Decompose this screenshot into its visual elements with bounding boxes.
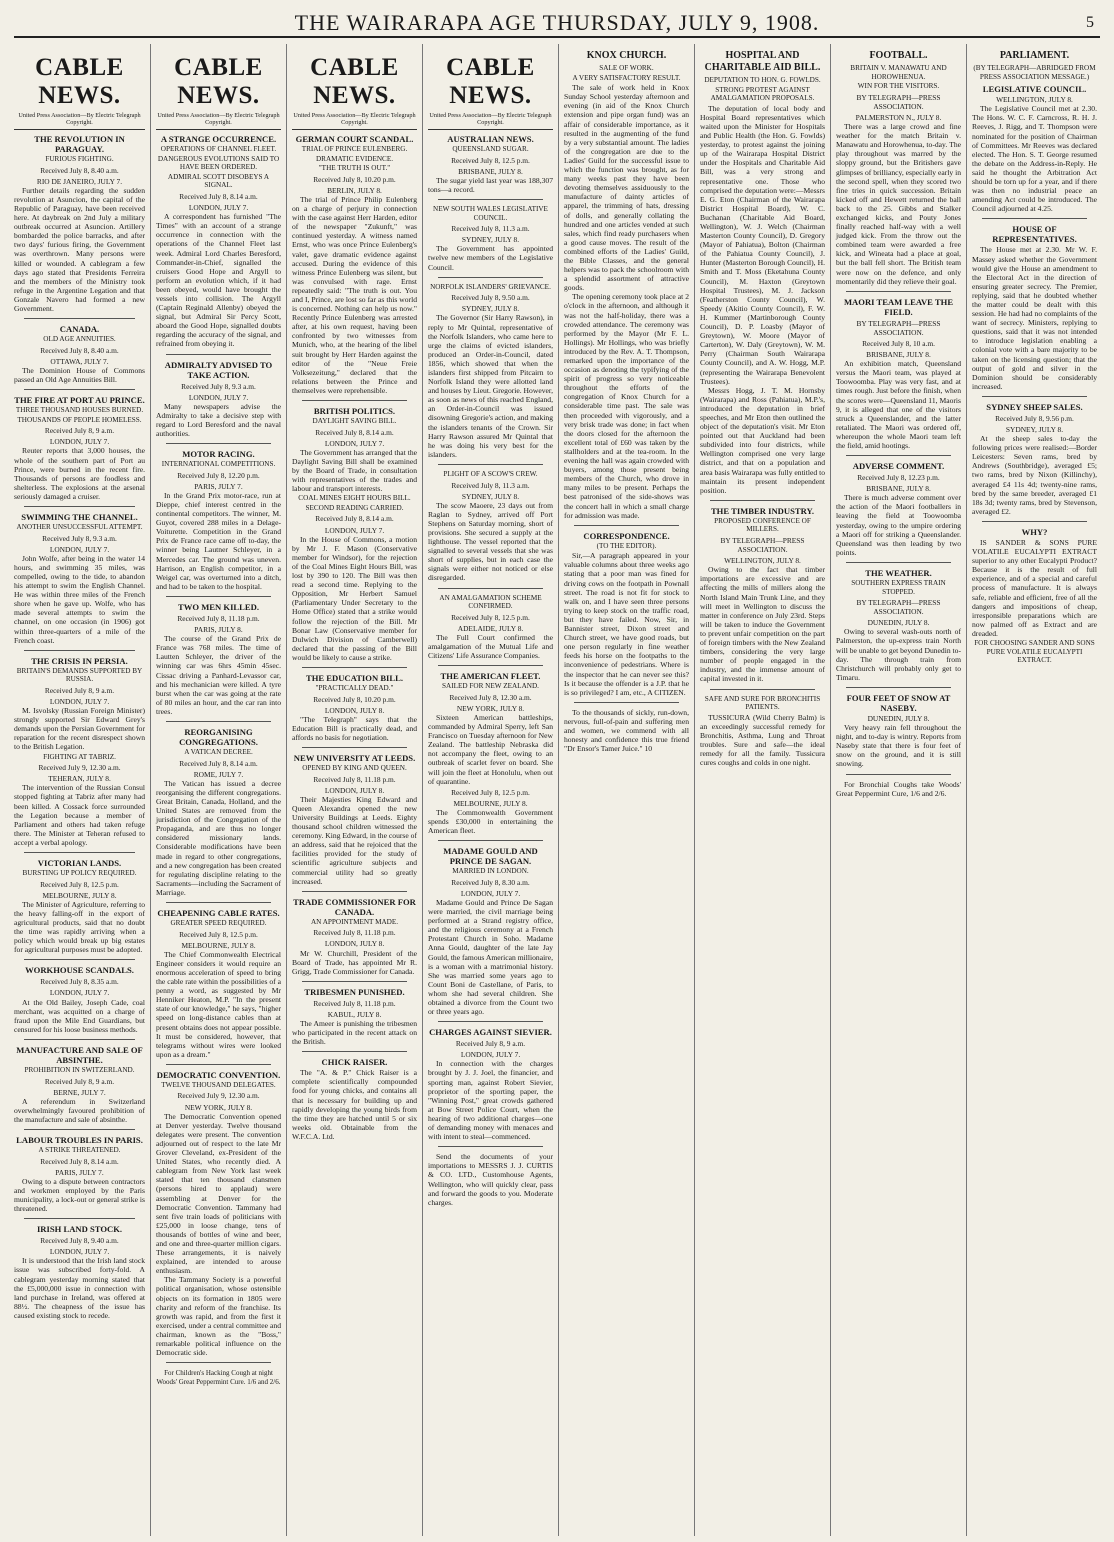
article-body: The Legislative Council met at 2.30. The Hons. W. C. F. Carncross, R. H. J. Reeves, J. Rigg, and T. Thompson were nominated for the position of Chairman of Committees. Mr Reeves was declared elected. The Hon. S. T. George resumed the debate on the Address-in-Reply. He said he thought the Arbitration Act should be torn up for a year, and if there was then no industrial peace an amending Act could be introduced. The Council adjourned at 4.25.	[972, 104, 1097, 214]
article-body: Madame Gould and Prince De Sagan were married, the civil marriage being performed at a Strand registry office, and the religious ceremony at a French Protestant Church in Soho. Madame Anna Gould, daughter of the late Jay Gould, the famous American millionaire, is a woman with a matrimonial history. She was married some years ago to Count Boni de Castellane, of Paris, to whom she had several children. She obtained a divorce from the Count two or three years ago.	[428, 897, 553, 1017]
article-body: The Dominion House of Commons passed an Old Age Annuities Bill.	[14, 365, 145, 384]
article-body: A referendum in Switzerland overwhelmingly favoured prohibition of the manufacture and sale of absinthe.	[14, 1096, 145, 1124]
article-deck: THOUSANDS OF PEOPLE HOMELESS.	[17, 415, 142, 424]
received-line: Received July 8, 11.18 p.m.	[313, 774, 396, 784]
advertisement: The "A. & P." Chick Raiser is a complete scientifically compounded food for young chicks, and contains all that is necessary for building up and rapidly developing the young birds from the time they are hatched until 5 or six weeks old. Obtainable from the W.F.C.A. Ltd.	[292, 1068, 417, 1141]
place-line: MELBOURNE, JULY 8.	[181, 940, 256, 950]
article-deck: PROHIBITION IN SWITZERLAND.	[24, 1065, 135, 1074]
article-title: CORRESPONDENCE.	[583, 530, 670, 541]
article-title: NEW UNIVERSITY AT LEEDS.	[293, 753, 416, 764]
credit-line: United Press Association—By Electric Telegraph Copyright.	[14, 112, 145, 130]
article-title: PARLIAMENT.	[999, 50, 1070, 61]
article-body: The deputation of local body and Hospital Board representatives which waited upon the Minister for Hospitals and Public Health (the Hon. G. Fowlds) yesterday, to protest against the joining up of the Wairarapa Hospital District under the Hospitals and Charitable Aid Bill, was a very strong and representative one. Those who comprised the deputation were:—Messrs E. G. Eton (Chairman of the Wairarapa District Hospital Board), W. C. Buchanan (Charitable Aid Board, Wellington), W. J. Welch (Chairman Masterton County Council), D. Gregory (Mayor of Pahiatua), Bolton (Chairman of the Pahiatua County Council), J. Hunter (Masterton Borough Council), H. Smith and T. Moss (Eketahuna County Council), M. Haxton (Greytown Hospital Trustees), M. J. Jackson (Featherston County Council), W. Speedy (Akitio County Council), F. W. H. Kummer (Martinborough County Council), D. P. Loasby (Mayor of Greytown), W. Moore (Mayor of Carterton), W. Daly (Greytown), W. M. Perry (Chairman South Wairarapa County Council), and A. W. Hogg, M.P. (representing the Wairarapa Benevolent Trustees).	[700, 103, 825, 386]
article-body: The scow Maoere, 23 days out from Raglan to Sydney, arrived off Port Stephens on Saturday morning, short of provisions. She secured a supply at the lighthouse. The vessel reported that the signalled to several vessels that she was short of supplies, but in each case the signals were either not noticed or else disregarded.	[428, 500, 553, 583]
place-line: PALMERSTON N., JULY 8.	[855, 112, 942, 122]
article-title: MADAME GOULD AND PRINCE DE SAGAN.	[443, 846, 538, 867]
divider	[24, 959, 135, 960]
place-line: WELLINGTON, JULY 8.	[996, 95, 1073, 105]
received-line: Received July 8, 8.14 a.m.	[40, 1156, 119, 1166]
article-body: Reuter reports that 3,000 houses, the whole of the southern part of Port au Prince, were burned in the recent fire. Thousands of persons are foodless and shelterless. The explosions at the arsenal seriously damaged a cruiser.	[14, 446, 145, 501]
article-body: In the Grand Prix motor-race, run at Dieppe, chief interest centred in the continental competitors. The winner, M. Guyot, covered 288 miles in a Delage-Voiturette. Competition in the Grand Prix de France race came off to-day, the winner being Lautner Schleyer, in a Mercedes car. The ground was uneven. Harrison, an English competitor, in a Weigel car, was overturned into a ditch, and had to be taken to the hospital.	[156, 490, 281, 591]
received-line: Received July 8, 9.3 a.m.	[42, 533, 117, 543]
article-title: THE WEATHER.	[865, 567, 932, 578]
article-title: THE FIRE AT PORT AU PRINCE.	[14, 395, 145, 406]
article-title: IRISH LAND STOCK.	[36, 1224, 123, 1235]
article-body: The House met at 2.30. Mr W. F. Massey asked whether the Government would give the House an amendment to the Electoral Act in the direction of ensuring greater secrecy. The Premier, replying, said that he doubted whether the matter could be dealt with this session. He had had no complaints of the want of secrecy. Ministers, replying to questions, said that it was not intended to introduce legislation enabling a colonial vote with a bare majority to be taken on the licensing question; that the output of gold and silver in the Dominion should be considerably increased.	[972, 245, 1097, 391]
article-body: The opening ceremony took place at 2 o'clock in the afternoon, and although it was not the half-holiday, there was a crowded attendance. The ceremony was performed by the Mayor (Mr F. L. Hollings). Mr Hollings, who was briefly introduced by the Rev. A. T. Thompson, remarked upon the importance of the occasion as denoting the typifying of the spirit of progress so very noticeable throughout the efforts of the congregation of Knox Church for a considerable time past. The sale was then proceeded with vigorously, and a very brisk trade was done; in fact when the doors closed for the afternoon the excellent total of £60 was taken by the stallholders and at the tea-room. In the evening the hall was again crowded with buyers, among those present being members of the Church, who drove in many miles to be present. Perhaps the best patronised of the side-shows was the concert hall in which a small charge for admission was made.	[564, 292, 689, 520]
place-line: SYDNEY, JULY 8.	[461, 235, 520, 245]
credit-line: BY TELEGRAPH—PRESS ASSOCIATION.	[856, 318, 941, 337]
column-3	[286, 44, 422, 1536]
divider	[302, 1051, 407, 1052]
article-deck: DANGEROUS EVOLUTIONS SAID TO HAVE BEEN ORDERED.	[157, 154, 280, 172]
received-line: Received July 8, 10.20 p.m.	[313, 174, 396, 184]
article-title: THE AMERICAN FLEET.	[440, 671, 541, 682]
divider	[982, 521, 1087, 522]
received-line: Received July 8, 8.14 a.m.	[315, 514, 394, 524]
received-line: Received July 9, 12.30 a.m.	[38, 763, 121, 773]
article-body: It is understood that the Irish land stock issue was subscribed forty-fold. A cablegram yesterday morning stated that the £5,000,000 issue in connection with land purchase in Ireland, was offered at 88½. The cheapness of the issue has caused existing stock to recede.	[14, 1256, 145, 1320]
received-line: Received July 8, 11.3 a.m.	[451, 480, 530, 490]
place-line: BRISBANE, JULY 8.	[458, 166, 523, 176]
article-body: The Commonwealth Government spends £30,000 in entertaining the American fleet.	[428, 807, 553, 836]
divider	[302, 667, 407, 668]
divider	[166, 596, 271, 597]
received-line: Received July 8, 9.56 p.m.	[995, 413, 1074, 423]
article-deck: MARRIED IN LONDON.	[452, 867, 529, 876]
article-title: CANADA.	[59, 324, 100, 335]
place-line: OTTAWA, JULY 7.	[50, 356, 109, 366]
article-title: MOTOR RACING.	[182, 449, 255, 460]
place-line: LONDON, JULY 8.	[324, 785, 385, 795]
place-line: BRISBANE, JULY 8.	[866, 350, 931, 360]
divider	[24, 506, 135, 507]
place-line: WELLINGTON, JULY 8.	[724, 556, 801, 566]
article-title: ADVERSE COMMENT.	[852, 461, 945, 472]
place-line: LONDON, JULY 7.	[460, 1050, 521, 1060]
divider	[438, 277, 543, 278]
received-line: Received July 8, 12.5 p.m.	[451, 612, 530, 622]
article-title: CHEAPENING CABLE RATES.	[157, 907, 280, 918]
received-line: Received July 8, 8.14 a.m.	[179, 191, 258, 201]
credit-line: BY TELEGRAPH—PRESS ASSOCIATION.	[720, 536, 805, 555]
place-line: MELBOURNE, JULY 8.	[453, 798, 528, 808]
advertisement: IS SANDER & SONS PURE VOLATILE EUCALYPTI EXTRACT superior to any other Eucalypti Product? Because it is the result of full experience, and of a special and careful process of manufacture. It is always safe, reliable and efficient, free of all the dangers and impositions of cheap, irresponsible preparations which are now palmed off as Extract and are dreaded.	[972, 537, 1097, 638]
place-line: LONDON, JULY 7.	[49, 437, 110, 447]
article-body: Mr W. Churchill, President of the Board of Trade, has appointed Mr R. Grigg, Trade Commissioner for Canada.	[292, 948, 417, 976]
article-deck: TWELVE THOUSAND DELEGATES.	[161, 1080, 276, 1089]
place-line: LONDON, JULY 7.	[49, 544, 110, 554]
credit-line: United Press Association—By Electric Telegraph Copyright.	[156, 112, 281, 130]
article-deck: BURSTING UP POLICY REQUIRED.	[22, 869, 137, 877]
article-body: The Democratic Convention opened at Denver yesterday. Twelve thousand delegates were present. The convention adjourned out of respect to the late Mr Grover Cleveland, ex-President of the United States, who recently died. A cablegram from New York last week stated that ten thousand clansmen (persons hired to applaud) were assembling at Denver for the Democratic Convention. Tammany had sent five train loads of politicians with £25,000 in loose change, tens of thousands of bottles of wine and beer, and one and three-quarter million cigars. These arrangements, it is naively explained, are intended to arouse enthusiasm.	[156, 1111, 281, 1276]
divider	[302, 891, 407, 892]
article-deck: NEW SOUTH WALES LEGISLATIVE COUNCIL.	[433, 204, 548, 222]
article-body: Very heavy rain fell throughout the night, and to-day is wintry. Reports from Naseby state that there is four feet of snow on the ground, and it is still snowing.	[836, 723, 961, 769]
article-deck: PLIGHT OF A SCOW'S CREW.	[443, 469, 538, 478]
article-title: CHARGES AGAINST SIEVIER.	[429, 1027, 552, 1038]
divider	[302, 981, 407, 982]
article-body: Messrs Hogg, J. T. M. Hornsby (Wairarapa) and Ross (Pahiatua), M.P.'s, introduced the deputation in brief speeches, and Mr Eton then outlined the object of the deputation's visit. Mr Eton pointed out that Auckland had been subdivided into four districts, while Wellington comprised one very large district, and that on a population and area basis Wairarapa was fully entitled to maintain its present independent position.	[700, 385, 825, 495]
place-line: PARIS, JULY 7.	[194, 481, 243, 491]
article-deck: LEGISLATIVE COUNCIL.	[982, 84, 1087, 95]
advertisement-footer: FOR CHOOSING SANDER AND SONS PURE VOLATILE EUCALYPTI EXTRACT.	[974, 638, 1095, 665]
article-title: THE CRISIS IN PERSIA.	[31, 655, 128, 666]
place-line: RIO DE JANEIRO, JULY 7.	[36, 176, 123, 186]
article-deck: ADMIRAL SCOTT DISOBEYS A SIGNAL.	[167, 172, 270, 190]
article-body: The Tammany Society is a powerful political organisation, whose ostensible objects on its formation in 1805 were charity and reform of the franchise. Its growth was rapid, and from the first it exercised, under a central committee and chairman, known as the "Boss," remarkable political influence on the Democratic side.	[156, 1275, 281, 1358]
place-line: BERLIN, JULY 8.	[327, 185, 382, 195]
place-line: NEW YORK, JULY 8.	[184, 1102, 253, 1112]
received-line: Received July 8, 9 a.m.	[44, 426, 115, 436]
received-line: Received July 8, 9 a.m.	[44, 685, 115, 695]
received-line: Received July 8, 11.18 p.m.	[313, 998, 396, 1008]
article-deck: AN APPOINTMENT MADE.	[310, 917, 399, 926]
divider	[24, 318, 135, 319]
divider	[438, 1021, 543, 1022]
article-title: BRITISH POLITICS.	[313, 406, 396, 417]
divider	[24, 650, 135, 651]
received-line: Received July 8, 12.20 p.m.	[177, 470, 260, 480]
received-line: Received July 8, 9.40 a.m.	[40, 1236, 119, 1246]
article-deck: AN AMALGAMATION SCHEME CONFIRMED.	[439, 593, 542, 611]
masthead	[14, 6, 1100, 38]
received-line: Received July 8, 8.40 a.m.	[40, 165, 119, 175]
divider	[24, 1129, 135, 1130]
article-body: At the Old Bailey, Joseph Cade, coal merchant, was acquitted on a charge of fraud upon the Mile End Guardians, but censured for his loose business methods.	[14, 997, 145, 1034]
article-deck: QUEENSLAND SUGAR.	[452, 145, 529, 153]
advertisement-title: SAFE AND SURE FOR BRONCHITIS PATIENTS.	[704, 694, 821, 712]
article-deck: "THE TRUTH IS OUT."	[318, 164, 391, 173]
article-body: Sixteen American battleships, commanded by Admiral Sperry, left San Francisco on Tuesday afternoon for New Zealand. The battleship Nebraska did not accompany the fleet, owing to an outbreak of scarlet fever on board. She will join the fleet at Honolulu, when out of quarantine.	[428, 712, 553, 786]
page-number: 5	[1086, 14, 1094, 31]
article-body: The course of the Grand Prix de France was 768 miles. The time of Lautten Schleyer, the driver of the winning car was 6hrs 45min 45sec. Cissac driving a Panhard-Levassor car, and his mechanician were killed. A tyre burst when the car was going at the rate of 80 miles an hour, and the car ran into trees.	[156, 634, 281, 716]
article-deck: BRITAIN V. MANAWATU AND HOROWHENUA.	[850, 64, 947, 81]
divider	[24, 389, 135, 390]
article-title: VICTORIAN LANDS.	[37, 858, 122, 868]
divider	[982, 396, 1087, 397]
column-6	[694, 44, 830, 1536]
place-line: LONDON, JULY 7.	[188, 203, 249, 213]
advertisement: To the thousands of sickly, run-down, nervous, full-of-pain and suffering men and women, we commend with all honesty and confidence this true friend "Dr Ensor's Tamer Juice." 10	[564, 707, 689, 754]
article-body: The sale of work held in Knox Sunday School yesterday afternoon and evening (in aid of the Knox Church extension and pipe organ fund) was an affair of considerable importance, as it resulted in the augmenting of the fund by a very substantial amount. The ladies of the congregation are due to the Ladies' Guild for the successful issue to which the function was brought, as for many weeks past they have been devoting themselves assiduously to the manufacture of dainty articles of apparel, the trimming of hats, dressing of dolls, and generally collating the hundred and one articles vended at such sales, which find ready purchasers when a good cause moves. The result of the combined efforts of the Ladies' Guild, the Bible Classes, and the general helpers was to pack the schoolroom with a splendid assortment of attractive goods.	[564, 83, 689, 293]
received-line: Received July 9, 12.30 a.m.	[177, 1091, 260, 1101]
article-deck: "PRACTICALLY DEAD."	[315, 683, 394, 692]
columns	[14, 44, 1102, 1536]
divider	[438, 199, 543, 200]
article-title: DEMOCRATIC CONVENTION.	[156, 1069, 281, 1080]
divider	[302, 400, 407, 401]
received-line: Received July 8, 11.3 a.m.	[451, 224, 530, 234]
advertisement-title: WHY?	[1021, 526, 1048, 537]
place-line: DUNEDIN, JULY 8.	[867, 618, 930, 628]
place-line: LONDON, JULY 8.	[324, 705, 385, 715]
advertisement: Send the documents of your importations to MESSRS J. J. CURTIS & CO. LTD., Customhouse Agents, Wellington, who will quickly clear, pass and forward the goods to you. Moderate charges.	[428, 1152, 553, 1207]
article-title: MANUFACTURE AND SALE OF ABSINTHE.	[16, 1044, 143, 1065]
article-deck: DEPUTATION TO HON. G. FOWLDS.	[704, 76, 821, 84]
article-deck: SALE OF WORK.	[599, 64, 654, 72]
place-line: LONDON, JULY 7.	[49, 697, 110, 706]
article-title: HOSPITAL AND CHARITABLE AID BILL.	[704, 50, 821, 73]
advertisement: TUSSICURA (Wild Cherry Balm) is an exceedingly successful remedy for Bronchitis, Asthma, Lung and Throat troubles. Sure and safe—the ideal remedy for all the family. Tussicura cures coughs and colds in one night.	[700, 712, 825, 768]
article-body: Their Majesties King Edward and Queen Alexandra opened the new University Buildings at Leeds. Eighty thousand school children witnessed the ceremony. King Edward, in the course of an address, said that he rejoiced that the facilities provided for the study of scientific agriculture subjects and commercial utility had so greatly increased.	[292, 794, 417, 886]
article-title: KNOX CHURCH.	[586, 50, 667, 61]
article-body: The sugar yield last year was 188,307 tons—a record.	[428, 175, 553, 194]
place-line: LONDON, JULY 8.	[324, 939, 385, 949]
advertisement: For Bronchial Coughs take Woods' Great Peppermint Cure, 1/6 and 2/6.	[836, 779, 961, 798]
article-deck: FIGHTING AT TABRIZ.	[43, 752, 116, 761]
place-line: PARIS, JULY 7.	[55, 1167, 104, 1177]
article-deck: BRITAIN'S DEMANDS SUPPORTED BY RUSSIA.	[16, 666, 143, 684]
divider	[846, 291, 951, 292]
article-deck: A VERY SATISFACTORY RESULT.	[572, 73, 681, 82]
article-deck: SAILED FOR NEW ZEALAND.	[442, 682, 539, 691]
article-body: "The Telegraph" says that the Education Bill is practically dead, and affords no basis for negotiation.	[292, 714, 417, 742]
divider	[438, 665, 543, 666]
article-title: HOUSE OF REPRESENTATIVES.	[992, 224, 1077, 245]
article-deck: PROPOSED CONFERENCE OF MILLERS.	[714, 516, 811, 534]
divider	[438, 588, 543, 589]
received-line: Received July 8, 8.14 a.m.	[315, 427, 394, 437]
place-line: MELBOURNE, JULY 8.	[42, 890, 117, 900]
article-deck: (TO THE EDITOR).	[596, 541, 657, 550]
article-title: REORGANISING CONGREGATIONS.	[179, 726, 258, 747]
article-deck: STRONG PROTEST AGAINST AMALGAMATION PROPOSALS.	[710, 85, 815, 103]
place-line: SYDNEY, JULY 8.	[461, 304, 520, 314]
article-title: GERMAN COURT SCANDAL.	[295, 134, 414, 144]
article-title: THE TIMBER INDUSTRY.	[710, 505, 815, 516]
article-body: Sir,—A paragraph appeared in your valuable columns about three weeks ago stating that a poor man was fined for driving cows on the footpath in Pownall street. The road is not fit for stock to walk on, and I have seen three persons trying to keep stock on the traffic road, but they have failed. Now, Sir, in Bannister street, Dixon street and Church street, we have good roads, but one person regularly in fine weather feeds his horse on the footpaths to the inconvenience of pedestrians. Where is the inspector that he can never see this? Is it because the offender is a J.P. that he is so privileged? I am, etc., A CITIZEN.	[564, 551, 689, 697]
advertisement: For Children's Hacking Cough at night Woods' Great Peppermint Cure. 1/6 and 2/6.	[156, 1369, 281, 1387]
advertisement-title: CHICK RAISER.	[321, 1057, 388, 1068]
received-line: Received July 8, 8.30 a.m.	[451, 877, 530, 887]
place-line: LONDON, JULY 7.	[324, 438, 385, 448]
article-title: WORKHOUSE SCANDALS.	[25, 965, 134, 976]
article-deck: COAL MINES EIGHT HOURS BILL.	[298, 494, 411, 503]
credit-line: (BY TELEGRAPH—ABRIDGED FROM PRESS ASSOCIATION MESSAGE.)	[973, 64, 1096, 81]
article-body: The Government has arranged that the Daylight Saving Bill shall be examined by the Board of Trade, in consultation with representatives of the trades and labour and transport interests.	[292, 447, 417, 494]
article-body: M. Isvolsky (Russian Foreign Minister) strongly supported Sir Edward Grey's demands upon the Persian Government for reparation for the recent disrespect shown to the British Legation.	[14, 706, 145, 752]
received-line: Received July 8, 12.30 a.m.	[449, 692, 532, 702]
received-line: Received July 8, 9 a.m.	[44, 1076, 115, 1086]
place-line: DUNEDIN, JULY 8.	[867, 713, 930, 723]
received-line: Received July 8, 8.14 a.m.	[179, 758, 258, 768]
article-deck: GREATER SPEED REQUIRED.	[170, 918, 267, 927]
article-title: TRIBESMEN PUNISHED.	[304, 986, 405, 997]
divider	[846, 562, 951, 563]
received-line: Received July 8, 10.20 p.m.	[313, 694, 396, 704]
article-deck: OPENED BY KING AND QUEEN.	[302, 764, 407, 773]
article-body: Further details regarding the sudden revolution at Asuncion, the capital of the Republic of Paraguay, have been received here. At daybreak on 2nd July a military outbreak occurred at Asuncion. Artillery bombarded the police barracks, and after two days' furious firing, the Government was overthrown. Many persons were killed or wounded. A cablegram a few days ago stated that Presidents Ferreira and the members of the Ministry took refuge in the Argentine Legation and that Gonzale Navero had formed a new Government.	[14, 185, 145, 313]
article-title: THE EDUCATION BILL.	[305, 672, 404, 683]
column-5	[558, 44, 694, 1536]
article-body: Owing to several wash-outs north of Palmerston, the up-express train North will be unable to get beyond Dunedin to-day. The through train from Christchurch will probably only get to Timaru.	[836, 627, 961, 682]
section-heading: CABLE NEWS.	[310, 54, 399, 109]
place-line: LONDON, JULY 7.	[49, 1247, 110, 1257]
article-body: The intervention of the Russian Consul stopped fighting at Tabriz after many had been killed. A Cossack force surrounded the Legation because a member of Parliament and others had taken refuge there. The Minister at Teheran refused to accept a verbal apology.	[14, 783, 145, 847]
divider	[166, 354, 271, 355]
article-deck: OPERATIONS OF CHANNEL FLEET.	[160, 145, 277, 153]
divider	[166, 721, 271, 722]
article-deck: DAYLIGHT SAVING BILL.	[312, 417, 397, 426]
section-heading: CABLE NEWS.	[35, 54, 124, 109]
place-line: SYDNEY, JULY 8.	[1005, 425, 1064, 434]
article-title: SWIMMING THE CHANNEL.	[21, 512, 138, 522]
divider	[710, 500, 815, 501]
article-title: ADMIRALTY ADVISED TO TAKE ACTION.	[164, 359, 273, 380]
article-body: An exhibition match, Queensland versus the Maori team, was played at Toowoomba. Play was very fast, and at times rough. Just before the finish, when the scores were—Queensland 11, Maoris 9, it is alleged that one of the visitors struck a Queenslander, and the latter retaliated. The Maori was ordered off, whereupon the whole Maori team left the field, amid hootings.	[836, 359, 961, 450]
divider	[846, 455, 951, 456]
divider	[438, 464, 543, 465]
article-body: The Vatican has issued a decree reorganising the different congregations. Great Britain, Canada, Holland, and the United States are removed from the jurisdiction of the Congregation of the Propaganda, and are thus no longer considered missionary lands. Considerable modifications have been made in regard to other congregations, and a new congregation has been created for regulating discipline relating to the Sacraments—including the Sacrament of Marriage.	[156, 778, 281, 897]
place-line: LONDON, JULY 7.	[49, 988, 110, 998]
article-body: The Ameer is punishing the tribesmen who participated in the recent attack on the British.	[292, 1019, 417, 1047]
article-deck: NORFOLK ISLANDERS' GRIEVANCE.	[430, 282, 551, 291]
divider	[846, 687, 951, 688]
article-title: A STRANGE OCCURRENCE.	[160, 134, 277, 144]
place-line: NEW YORK, JULY 8.	[456, 703, 525, 713]
credit-line: United Press Association—By Electric Telegraph Copyright.	[428, 112, 553, 130]
place-line: ROME, JULY 7.	[193, 769, 244, 779]
divider	[574, 525, 679, 526]
article-title: THE REVOLUTION IN PARAGUAY.	[34, 134, 125, 154]
received-line: Received July 8, 12.5 p.m.	[40, 879, 119, 889]
column-4	[422, 44, 558, 1536]
credit-line: BY TELEGRAPH—PRESS ASSOCIATION.	[856, 598, 941, 617]
article-body: In connection with the charges brought by J. J. Joel, the financier, and sporting man, against Robert Sievier, proprietor of the sporting paper, the "Winning Post," great crowds gathered at Bow Street Police Court, when the hearing of two additional charges—one of demanding money with menaces and with intent to steal—commenced.	[428, 1059, 553, 1142]
article-body: The Minister of Agriculture, referring to the heavy falling-off in the export of agricultural products, said that no doubt the time was rapidly arriving when a policy which would break up big estates for agricultural purposes must be adopted.	[14, 899, 145, 955]
article-body: John Wolfe, after being in the water 14 hours, and swimming 35 miles, was compelled, owing to the tide, to abandon his attempt to swim the English Channel. He was within three miles of the French shore when he gave up. Wolfe, who has made several attempts to swim the channel, on one occasion (in 1906) got within three-quarters of a mile of the French coast.	[14, 553, 145, 645]
received-line: Received July 8, 12.23 p.m.	[857, 473, 940, 483]
article-title: SYDNEY SHEEP SALES.	[986, 401, 1083, 412]
article-body: At the sheep sales to-day the following prices were realised:—Border Leicesters: Seven rams, bred by Andrews (Southbridge), averaged £5; two rams, bred by Nixon (Killinchy), averaged £4 11s 4d; twenty-nine rams, bred by the same breeder, averaged £1 18s 3d; twenty rams, bred by Stevenson, averaged £2.	[972, 434, 1097, 516]
section-heading: CABLE NEWS.	[174, 54, 263, 109]
article-deck: SECOND READING CARRIED.	[305, 503, 404, 512]
received-line: Received July 8, 10 a.m.	[862, 338, 935, 348]
place-line: PARIS, JULY 8.	[194, 625, 243, 635]
place-line: LONDON, JULY 7.	[324, 525, 385, 535]
article-deck: INTERNATIONAL COMPETITIONS.	[161, 460, 276, 469]
column-7	[830, 44, 966, 1536]
divider	[982, 218, 1087, 219]
divider	[24, 1218, 135, 1219]
place-line: SYDNEY, JULY 8.	[461, 491, 520, 501]
article-body: The Chief Commonwealth Electrical Engineer considers it would require an enormous acceleration of speed to bring the cable rate within the possibilities of a penny a word, as suggested by Mr Henniker Heaton, M.P. "In the present state of our knowledge," he says, "higher speed on long-distance cables than at present obtains does not appear possible. It must be considered, however, that telegrams without wires were looked upon as a dream."	[156, 949, 281, 1059]
column-2	[150, 44, 286, 1536]
received-line: Received July 8, 8.40 a.m.	[40, 345, 119, 355]
divider	[166, 443, 271, 444]
article-body: The Governor (Sir Harry Rawson), in reply to Mr Quintal, representative of the Norfolk Islanders, who came here to urge the claims of evicted islanders, produced an Order-in-Council, dated 1856, which showed that when the islanders first shipped from Pitcairn to Norfolk Island they were allotted land and houses by Lieut. Gregorie. However, as soon as news of this reached England, an Order-in-Council was issued disowning Gregorie's action, and making the islanders tenants of the Crown. Sir Harry Rawson assured Mr Quintal that he was doing his very best for the islanders.	[428, 313, 553, 459]
place-line: KABUL, JULY 8.	[327, 1009, 382, 1019]
divider	[166, 1064, 271, 1065]
article-body: The Government has appointed twelve new members of the Legislative Council.	[428, 244, 553, 272]
received-line: Received July 8, 9 a.m.	[455, 1039, 526, 1049]
article-deck: ANOTHER UNSUCCESSFUL ATTEMPT.	[16, 523, 143, 531]
article-title: TRADE COMMISSIONER FOR CANADA.	[293, 896, 416, 917]
received-line: Received July 8, 11.18 p.m.	[313, 928, 396, 938]
article-body: A correspondent has furnished "The Times" with an account of a strange occurrence in connection with the operations of the Channel Fleet last week. Admiral Lord Charles Beresford, Commander-in-Chief, signalled the cruisers Good Hope and Argyll to perform an evolution which, if it had been obeyed, would have brought the vessels into collision. The Argyll (Captain Reginald Allenby) obeyed the signal, but Admiral Sir Percy Scott, aboard the Good Hope, signalled doubts regarding the accuracy of the signal, and refrained from obeying it.	[156, 212, 281, 349]
article-deck: SOUTHERN EXPRESS TRAIN STOPPED.	[851, 578, 946, 596]
article-body: The trial of Prince Philip Eulenberg on a charge of perjury in connection with the case against Herr Harden, editor of the newspaper "Zukunft," was continued yesterday. A witness named Ernst, who was once Prince Eulenberg's valet, gave dramatic evidence against accused. During the evidence of this witness Prince Eulenberg was silent, but was convulsed with rage. Ernst repeatedly said: "The truth is out. You and I, Prince, are lost so far as this world is concerned. Nothing can help us now." Recently Prince Eulenberg was arrested after, at his own request, having been confronted by two witnesses from Munich, who, at the hearing of the libel suit brought by Herr Harden against the editor of the "Neue Freie Volksezeitung," declared that the relations between the Prince and themselves were reprehensible.	[292, 194, 417, 395]
article-body: Owing to the fact that timber importations are excessive and are affecting the mills of millers along the North Island Main Trunk Line, and they will meet in Wellington to discuss the matter in conference on July 23rd. Steps will be taken to induce the Government to prevent unfair competition on the part of foreign timbers with the New Zealand timbers, considering the very large number of people engaged in the industry, and the immense amount of capital invested in it.	[700, 565, 825, 684]
article-title: FOOTBALL.	[869, 50, 928, 61]
received-line: Received July 8, 12.5 p.m.	[451, 787, 530, 797]
divider	[302, 747, 407, 748]
place-line: LONDON, JULY 7.	[460, 888, 521, 898]
divider	[710, 689, 815, 690]
credit-line: BY TELEGRAPH—PRESS ASSOCIATION.	[856, 92, 941, 111]
article-deck: A VATICAN DECREE.	[184, 747, 253, 756]
received-line: Received July 8, 9.50 a.m.	[451, 293, 530, 303]
article-deck: THREE THOUSAND HOUSES BURNED.	[15, 406, 144, 415]
place-line: ADELAIDE, JULY 8.	[457, 623, 524, 633]
article-deck: FURIOUS FIGHTING.	[45, 155, 114, 163]
divider	[166, 902, 271, 903]
article-body: There was a large crowd and fine weather for the match Britain v. Manawatu and Horowhenua, to-day. The play throughout was marred by the sloppy ground, but the Britishers gave glimpses of brilliancy, especially early in the second spell, when they scored two fine tries in quick succession. Britain kicked off and Hewett returned the ball back to the 25. Gibbs and Stalker exchanged kicks, and Pouty Jones finally reached half-way with a well judged kick. From the throw out the combined team were awarded a free kick, and Wineata had a place at goal, but the ball fell short. The British team were now on the defence, and only momentarily did they relieve their goal.	[836, 122, 961, 286]
divider	[166, 1362, 271, 1363]
divider	[24, 852, 135, 853]
article-title: MAORI TEAM LEAVE THE FIELD.	[843, 296, 954, 317]
article-title: TWO MEN KILLED.	[178, 601, 259, 612]
article-deck: WIN FOR THE VISITORS.	[857, 82, 940, 91]
received-line: Received July 8, 12.5 p.m.	[451, 155, 530, 165]
credit-line: United Press Association—By Electric Telegraph Copyright.	[292, 112, 417, 130]
column-1	[14, 44, 150, 1536]
article-body: There is much adverse comment over the action of the Maori footballers in leaving the field at Toowoomba yesterday, owing to the umpire ordering a Maori off for striking a Queenslander. Queensland was then leading by two points.	[836, 493, 961, 557]
divider	[438, 1146, 543, 1147]
article-body: In the House of Commons, a motion by Mr J. F. Mason (Conservative member for Windsor), for the rejection of the Coal Mines Eight Hours Bill, was lost by 390 to 120. The Bill was then read a second time. Replying to the Opposition, Mr Herbert Samuel (Parliamentary Under Secretary to the Home Office) stated that a strike would follow the rejection of the Bill. Mr Bonar Law (Conservative member for Dulwich Division of Camberwell) declared that the passing of the Bill would be likely to cause a strike.	[292, 534, 417, 662]
article-title: FOUR FEET OF SNOW AT NASEBY.	[846, 692, 951, 713]
section-subheading: AUSTRALIAN NEWS.	[447, 134, 534, 144]
divider	[574, 702, 679, 703]
column-8	[966, 44, 1102, 1536]
article-body: The Full Court confirmed the amalgamation of the Mutual Life and Citizens' Life Assurance Companies.	[428, 632, 553, 661]
place-line: LONDON, JULY 7.	[188, 392, 249, 402]
section-heading: CABLE NEWS.	[446, 54, 535, 109]
received-line: Received July 8, 8.35 a.m.	[40, 977, 119, 987]
received-line: Received July 8, 11.18 p.m.	[177, 613, 260, 623]
article-deck: A STRIKE THREATENED.	[38, 1145, 121, 1154]
divider	[846, 774, 951, 775]
article-body: Owing to a dispute between contractors and workmen employed by the Paris municipality, a lock-out or general strike is threatened.	[14, 1176, 145, 1214]
article-title: LABOUR TROUBLES IN PARIS.	[16, 1134, 143, 1145]
article-deck: TRIAL OF PRINCE EULENBERG.	[301, 145, 408, 153]
received-line: Received July 8, 9.3 a.m.	[181, 381, 256, 391]
received-line: Received July 8, 12.5 p.m.	[179, 929, 258, 939]
divider	[438, 840, 543, 841]
article-deck: OLD AGE ANNUITIES.	[43, 335, 116, 344]
newspaper-title: THE WAIRARAPA AGE THURSDAY, JULY 9, 1908.	[294, 10, 820, 35]
place-line: BRISBANE, JULY 8.	[866, 484, 931, 494]
divider	[24, 1039, 135, 1040]
article-body: Many newspapers advise the Admiralty to take a decisive step with regard to Lord Beresford and the naval authorities.	[156, 401, 281, 439]
place-line: TEHERAN, JULY 8.	[48, 774, 111, 784]
place-line: BERNE, JULY 7.	[53, 1087, 106, 1097]
article-deck: DRAMATIC EVIDENCE.	[315, 154, 394, 163]
